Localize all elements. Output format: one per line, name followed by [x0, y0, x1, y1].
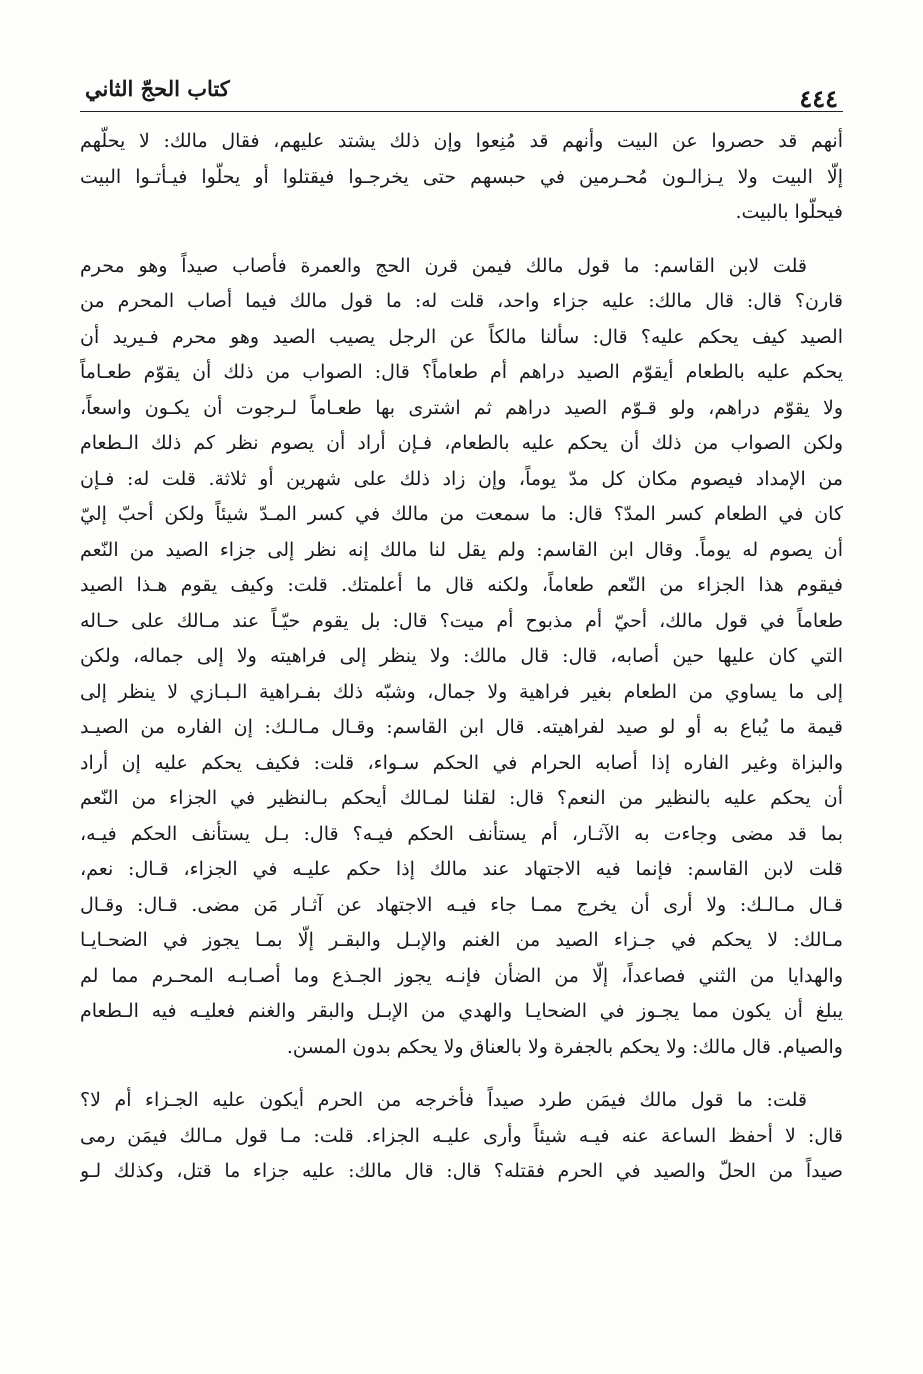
text-line: والبزاة وغير الفاره إذا أصابه الحرام في الحكم سـواء، قلت: فكيف يحكم عليه إن أراد	[80, 751, 843, 774]
text-line: قيمة ما يُباع به أو لو صيد لفراهيته. قال ابن القاسم: وقـال مـالـك: إن الفاره من الصيـد	[80, 716, 843, 738]
text-line: إلّا البيت ولا يـزالـون مُحـرمين في حبسهم حتى يخرجـوا فيقتلوا أو يحلّوا فيـأتـوا البيت	[80, 165, 843, 188]
text-line: طعاماً في قول مالك، أحيّ أم مذبوح أم ميت؟ قال: بل يقوم حيّـاً عند مـالك على حـاله	[80, 609, 843, 632]
text-line: والصيام. قال مالك: ولا يحكم بالجفرة ولا بالعناق ولا يحكم بدون المسن.	[286, 1035, 843, 1058]
text-line: أن يحكم عليه بالنظير من النعم؟ قال: لقلنا لمـالك أيحكم بـالنظير في الجزاء من النّعم	[80, 787, 843, 809]
text-line: أنهم قد حصروا عن البيت وأنهم قد مُنِعوا وإن ذلك يشتد عليهم، فقال مالك: لا يحلّهم	[80, 130, 843, 152]
text-line: أن يصوم له يوماً. وقال ابن القاسم: ولم يقل لنا مالك إنه نظر إلى جزاء الصيد من النّعم	[80, 538, 843, 561]
running-title: كتاب الحجّ الثاني	[85, 76, 230, 101]
text-line: فيقوم هذا الجزاء من النّعم طعاماً، ولكنه قال ما أعلمتك. قلت: وكيف يقوم هـذا الصيد	[80, 574, 843, 596]
text-line: صيداً من الحلّ والصيد في الحرم فقتله؟ قال: قال مالك: عليه جزاء ما قتل، وكذلك لـو	[80, 1160, 843, 1182]
text-line: كان في الطعام كسر المدّ؟ قال: ما سمعت من مالك في كسر المـدّ شيئاً ولكن أحبّ إليّ	[80, 503, 843, 525]
text-line: والهدايا من الثني فصاعداً، إلّا من الضأن فإنـه يجوز الجـذع وما أصـابـه المحـرم مما لم	[80, 964, 843, 987]
paragraph-1	[80, 124, 843, 231]
text-line: قلت لابن القاسم: ما قول مالك فيمن قرن الحج والعمرة فأصاب صيداً وهو محرم	[80, 254, 807, 277]
page-number: ٤٤٤	[799, 84, 838, 113]
paragraph-2	[80, 249, 843, 1066]
text-line: قلت: ما قول مالك فيمَن طرد صيداً فأخرجه من الحرم أيكون عليه الجـزاء أم لا؟	[80, 1089, 807, 1111]
text-line: قال: لا أحفظ الساعة عنه فيـه شيئاً وأرى عليـه الجزاء. قلت: مـا قول مـالك فيمَن رمى	[80, 1124, 843, 1147]
header-rule	[80, 111, 843, 112]
page-body	[80, 124, 843, 1208]
text-line: ولا يقوّم دراهم، ولو قـوّم الصيد دراهم ثم اشترى بها طعـاماً لـرجوت أن يكـون واسعاً،	[80, 396, 843, 419]
text-line: من الإمداد فيصوم مكان كل مدّ يوماً، وإن زاد ذلك على شهرين أو ثلاثة. قلت له: فـإن	[80, 467, 843, 490]
text-line: قارن؟ قال: قال مالك: عليه جزاء واحد، قلت له: ما قول مالك فيما أصاب المحرم من	[80, 290, 843, 312]
text-line: فيحلّوا بالبيت.	[735, 201, 843, 223]
text-line: الصيد كيف يحكم عليه؟ قال: سألنا مالكاً عن الرجل يصيب الصيد وهو محرم فـيريد أن	[80, 325, 843, 348]
text-line: إلى ما يساوي من الطعام بغير فراهية ولا جمال، وشبّه ذلك بفـراهية الـبـازي لا ينظر إلى	[80, 680, 843, 703]
text-line: قـال مـالـك: ولا أرى أن يخرج ممـا جاء فيـه الاجتهاد عن آثـار مَن مضى. قـال: وقـال	[80, 893, 843, 916]
text-line: مـالك: لا يحكم في جـزاء الصيد من الغنم والإبـل والبقـر إلّا بمـا يجوز في الضحـايـا	[80, 929, 843, 951]
text-line: ولكن الصواب من ذلك أن يحكم عليه بالطعام، فـإن أراد أن يصوم نظر كم ذلك الـطعام	[80, 432, 843, 454]
text-line: يبلغ أن يكون مما يجـوز في الضحايـا والهدي من الإبـل والبقر والغنم فعليـه فيه الـطعام	[80, 1000, 843, 1022]
text-line: قلت لابن القاسم: فإنما فيه الاجتهاد عند مالك إذا حكم عليـه في الجزاء، قـال: نعم،	[80, 858, 843, 880]
page-header	[85, 60, 838, 113]
text-line: التي كان عليها حين أصابه، قال: قال مالك: ولا ينظر إلى فراهيته ولا إلى جماله، ولكن	[80, 645, 843, 667]
text-line: بما قد مضى وجاءت به الآثـار، أم يستأنف الحكم فيـه؟ قال: بـل يستأنف الحكم فيـه،	[80, 822, 843, 845]
text-line: يحكم عليه بالطعام أيقوّم الصيد دراهم أم طعاماً؟ قال: الصواب من ذلك أن يقوّم طعـاماً	[80, 361, 843, 383]
paragraph-3	[80, 1083, 843, 1190]
